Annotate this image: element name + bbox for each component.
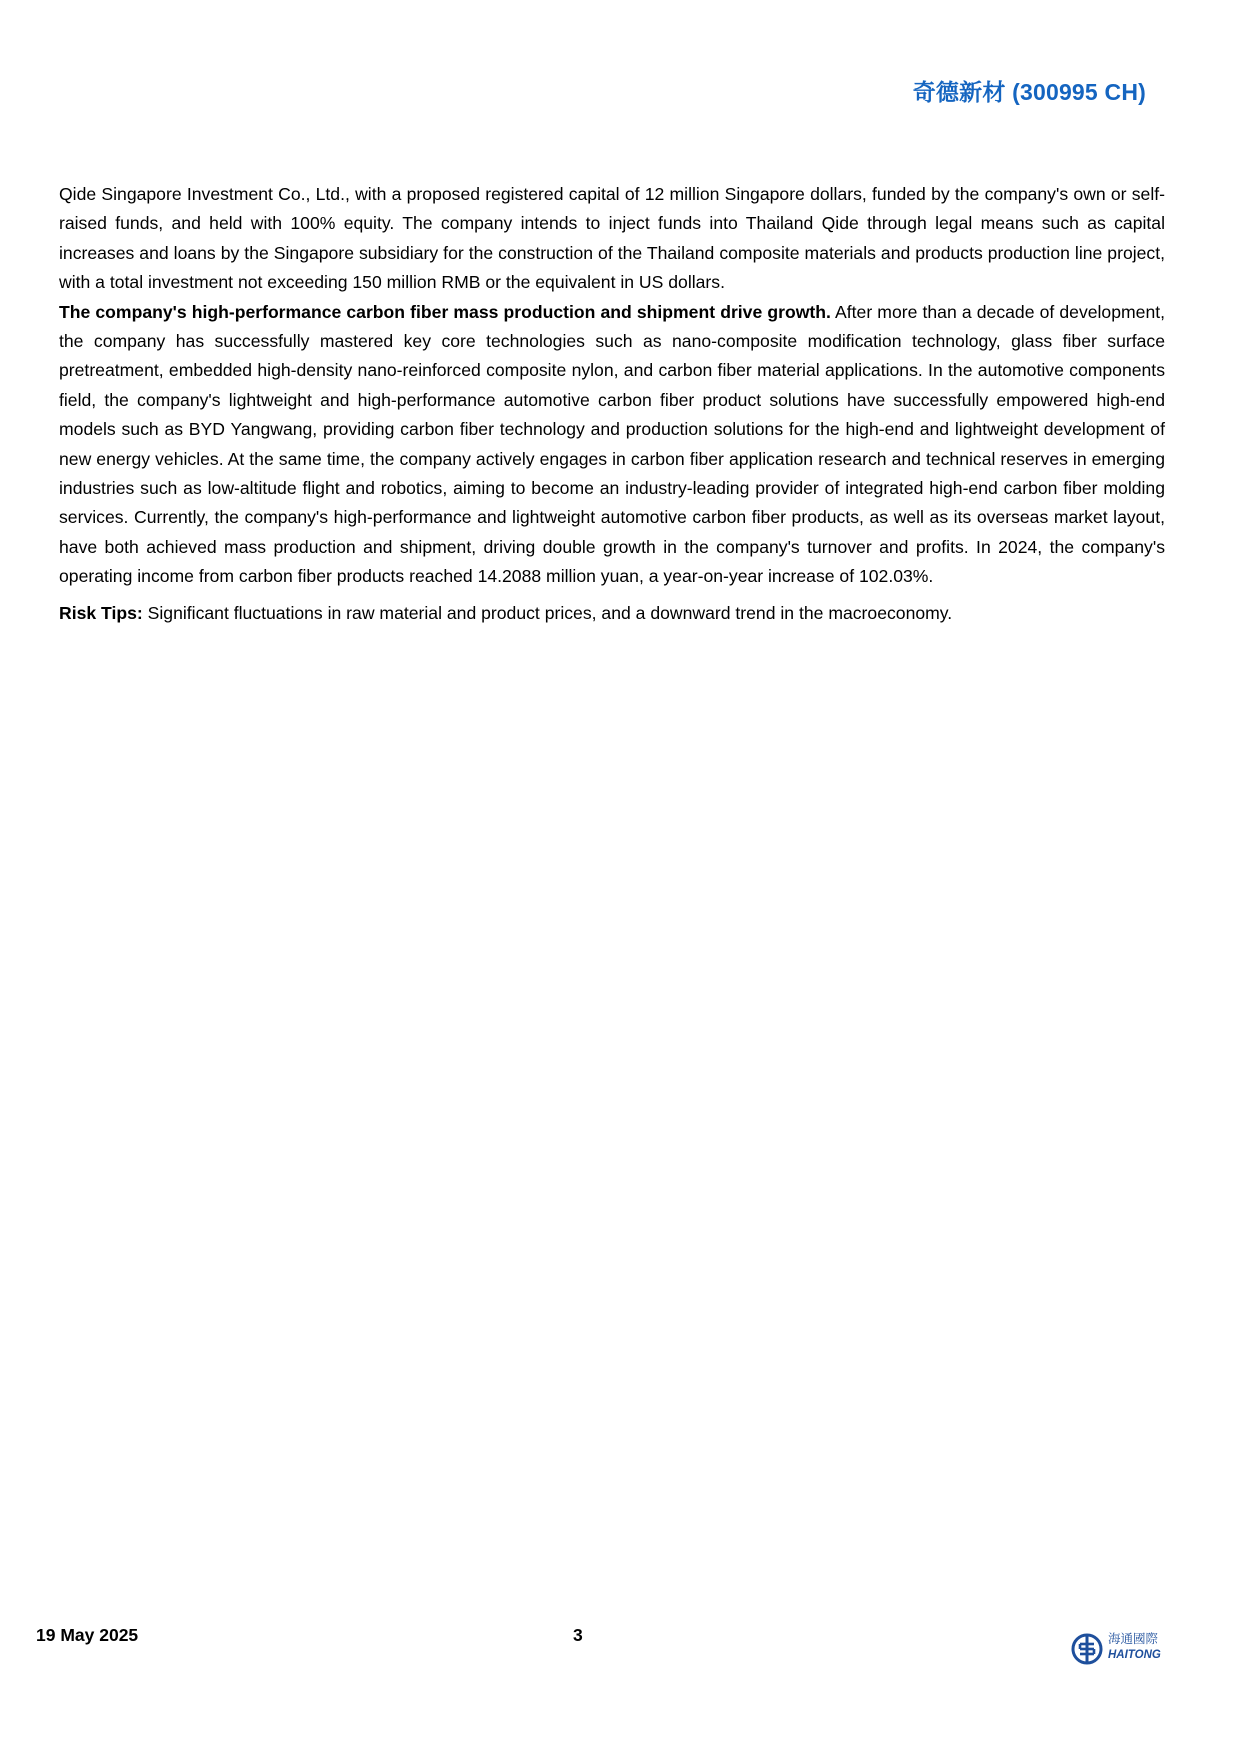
- report-body: [59, 180, 1165, 628]
- haitong-logo: [1071, 1631, 1167, 1667]
- paragraph-text: After more than a decade of development, the company has successfully mastered key core technologies such as nano-composite modification technology, glass fiber surface pretreatment, embedded high-density nano-reinforced composite nylon, and carbon fiber material applications. In the automotive components field, the company's lightweight and high-performance automotive carbon fiber product solutions have successfully empowered high-end models such as BYD Yangwang, providing carbon fiber technology and production solutions for the high-end and lightweight development of new energy vehicles. At the same time, the company actively engages in carbon fiber application research and technical reserves in emerging industries such as low-altitude flight and robotics, aiming to become an industry-leading provider of integrated high-end carbon fiber molding services. Currently, the company's high-performance and lightweight automotive carbon fiber products, as well as its overseas market layout, have both achieved mass production and shipment, driving double growth in the company's turnover and profits. In 2024, the company's operating income from carbon fiber products reached 14.2088 million yuan, a year-on-year increase of 102.03%.: [59, 301, 1166, 587]
- footer-date: 19 May 2025: [36, 1625, 139, 1645]
- page-number: 3: [573, 1625, 583, 1645]
- logo-english-text: HAITONG: [1108, 1649, 1161, 1661]
- risk-tips-label: Risk Tips:: [59, 602, 143, 623]
- risk-tips-text: Significant fluctuations in raw material and product prices, and a downward trend in the macroeconomy.: [142, 602, 953, 623]
- risk-tips: [59, 599, 1165, 628]
- paragraph-heading: The company's high-performance carbon fiber mass production and shipment drive growth.: [59, 301, 831, 322]
- logo-chinese-text: 海通國際: [1108, 1631, 1159, 1646]
- haitong-logo-icon: [1071, 1633, 1103, 1665]
- report-header-title: 奇德新材 (300995 CH): [912, 79, 1146, 105]
- paragraph-singapore-subsidiary: Qide Singapore Investment Co., Ltd., with a proposed registered capital of 12 million Singapore dollars, funded by the company's own or self-raised funds, and held with 100% equity. The company intends to inject funds into Thailand Qide through legal means such as capital increases and loans by the Singapore subsidiary for the construction of the Thailand composite materials and products production line project, with a total investment not exceeding 150 million RMB or the equivalent in US dollars.: [59, 184, 1165, 293]
- paragraph-carbon-fiber: [59, 298, 1165, 592]
